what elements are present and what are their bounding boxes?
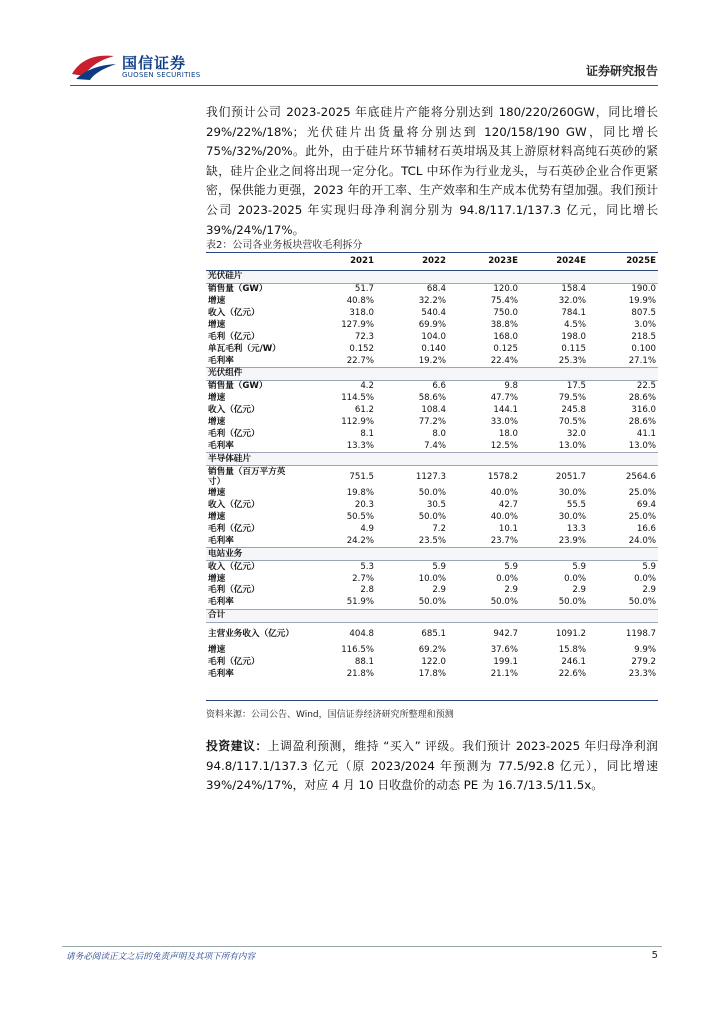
- row-label: 毛利率: [208, 597, 234, 608]
- table-header-row: [206, 253, 658, 271]
- table-cell: 22.6%: [558, 668, 586, 679]
- section-title: 电站业务: [206, 548, 658, 561]
- table-cell: 28.6%: [628, 393, 656, 404]
- table-cell: 70.5%: [558, 416, 586, 427]
- row-label: 增速: [208, 319, 226, 330]
- table-cell: 68.4: [426, 284, 446, 295]
- table-cell: 685.1: [421, 628, 446, 639]
- table-cell: 28.6%: [628, 416, 656, 427]
- table-cell: 50.0%: [628, 597, 656, 608]
- row-label: 销售量（GW）: [208, 284, 268, 295]
- table-cell: 942.7: [493, 628, 518, 639]
- logo-text-en: GUOSEN SECURITIES: [122, 71, 201, 79]
- table-row: [206, 561, 658, 573]
- column-header: 2021: [298, 253, 376, 271]
- table-cell: 2564.6: [625, 472, 656, 482]
- table-row: [206, 308, 658, 320]
- table-row: [206, 466, 658, 489]
- table-cell: 2.9: [504, 585, 518, 596]
- section-title: 合计: [206, 609, 658, 622]
- row-label: 增速: [208, 573, 226, 584]
- table-cell: 33.0%: [490, 416, 518, 427]
- table-title: 表2：公司各业务板块营收毛利拆分: [206, 240, 363, 251]
- table-section-row: [206, 368, 658, 381]
- table-body: [206, 271, 658, 681]
- table-section-row: [206, 548, 658, 561]
- table-cell: 168.0: [493, 331, 518, 342]
- table-row: [206, 573, 658, 585]
- table-cell: 2.9: [432, 585, 446, 596]
- row-label: 增速: [208, 416, 226, 427]
- table-cell: 32.0%: [558, 296, 586, 307]
- table-cell: 22.4%: [490, 355, 518, 366]
- table-cell: 316.0: [631, 405, 656, 416]
- table-cell: 0.125: [493, 343, 518, 354]
- guosen-logo-icon: [70, 52, 118, 82]
- column-header: 2023E: [448, 253, 520, 271]
- row-label: 毛利（亿元）: [208, 331, 260, 342]
- table-cell: 318.0: [349, 308, 374, 319]
- table-cell: 13.3%: [346, 440, 374, 451]
- table-cell: 5.9: [572, 561, 586, 572]
- table-cell: 2.9: [642, 585, 656, 596]
- table-cell: 69.4: [636, 500, 656, 511]
- column-header: [206, 253, 298, 271]
- table-cell: 23.9%: [558, 535, 586, 546]
- table-cell: 807.5: [631, 308, 656, 319]
- table-row: [206, 622, 658, 645]
- table-cell: 6.6: [432, 381, 446, 392]
- table-row: [206, 597, 658, 609]
- table-cell: 5.9: [504, 561, 518, 572]
- table-cell: 25.0%: [628, 512, 656, 523]
- row-label: 收入（亿元）: [208, 405, 260, 416]
- row-label: 增速: [208, 296, 226, 307]
- table-cell: 104.0: [421, 331, 446, 342]
- segment-table: [206, 253, 658, 680]
- table-cell: 40.0%: [490, 512, 518, 523]
- table-cell: 16.6: [636, 524, 656, 535]
- table-cell: 5.9: [642, 561, 656, 572]
- column-header: 2022: [376, 253, 448, 271]
- table-cell: 50.0%: [418, 488, 446, 499]
- table-cell: 246.1: [561, 656, 586, 667]
- table-cell: 199.1: [493, 656, 518, 667]
- header-divider: [70, 85, 658, 86]
- row-label: 增速: [208, 393, 226, 404]
- table-cell: 15.8%: [558, 645, 586, 656]
- table-cell: 0.115: [561, 343, 586, 354]
- table-cell: 24.0%: [628, 535, 656, 546]
- footer-disclaimer: 请务必阅读正文之后的免责声明及其项下所有内容: [66, 952, 256, 962]
- table-cell: 50.0%: [558, 597, 586, 608]
- table-cell: 30.5: [426, 500, 446, 511]
- table-cell: 79.5%: [558, 393, 586, 404]
- table-cell: 77.2%: [418, 416, 446, 427]
- table-cell: 112.9%: [341, 416, 374, 427]
- table-cell: 144.1: [493, 405, 518, 416]
- table-section-row: [206, 453, 658, 466]
- advice-text: 上调盈利预测，维持 “买入” 评级。我们预计 2023-2025 年归母净利润 94.8/117.1/137.3 亿元（原 2023/2024 年预测为 77.5/92.8 亿元），同比增速 39%/24%/17%，对应 4 月 10 日收盘价的动态 PE 为 16.7/13.5/11.5x。: [206, 739, 658, 793]
- logo: [70, 50, 210, 84]
- table-cell: 69.2%: [418, 645, 446, 656]
- table-cell: 40.8%: [346, 296, 374, 307]
- table-cell: 19.9%: [628, 296, 656, 307]
- table-cell: 24.2%: [346, 535, 374, 546]
- table-row: [206, 512, 658, 524]
- table-cell: 23.7%: [490, 535, 518, 546]
- table-cell: 32.2%: [418, 296, 446, 307]
- table-cell: 540.4: [421, 308, 446, 319]
- table-section-row: [206, 271, 658, 284]
- row-label: 收入（亿元）: [208, 500, 260, 511]
- table-cell: 2.7%: [352, 573, 374, 584]
- table-cell: 17.5: [566, 381, 586, 392]
- table-cell: 198.0: [561, 331, 586, 342]
- table-cell: 41.1: [636, 428, 656, 439]
- footer-divider: [62, 946, 662, 947]
- table-row: [206, 417, 658, 429]
- table-cell: 18.0: [498, 428, 518, 439]
- table-cell: 751.5: [349, 472, 374, 482]
- advice-lead: 投资建议：: [206, 739, 268, 753]
- table-cell: 51.7: [354, 284, 374, 295]
- report-type-label: 证券研究报告: [585, 64, 658, 78]
- table-cell: 116.5%: [341, 645, 374, 656]
- table-cell: 2051.7: [555, 472, 586, 482]
- table-cell: 9.9%: [634, 645, 656, 656]
- table-cell: 12.5%: [490, 440, 518, 451]
- table-row: [206, 657, 658, 669]
- table-cell: 19.8%: [346, 488, 374, 499]
- table-cell: 42.7: [498, 500, 518, 511]
- table-cell: 30.0%: [558, 488, 586, 499]
- table-cell: 21.1%: [490, 668, 518, 679]
- table-cell: 4.2: [360, 381, 374, 392]
- table-cell: 120.0: [493, 284, 518, 295]
- table-cell: 23.3%: [628, 668, 656, 679]
- table-cell: 17.8%: [418, 668, 446, 679]
- section-title: 半导体硅片: [206, 453, 658, 466]
- table-cell: 50.0%: [418, 512, 446, 523]
- table-row: [206, 645, 658, 657]
- section-title: 光伏硅片: [206, 271, 658, 284]
- table-cell: 75.4%: [490, 296, 518, 307]
- table-cell: 127.9%: [341, 319, 374, 330]
- table-row: [206, 343, 658, 355]
- table-row: [206, 393, 658, 405]
- table-cell: 8.0: [432, 428, 446, 439]
- table-cell: 50.0%: [418, 597, 446, 608]
- table-cell: 218.5: [631, 331, 656, 342]
- row-label: 收入（亿元）: [208, 561, 260, 572]
- row-label: 销售量（GW）: [208, 381, 268, 392]
- table-cell: 13.0%: [628, 440, 656, 451]
- table-row: [206, 320, 658, 332]
- table-cell: 19.2%: [418, 355, 446, 366]
- table-section-row: [206, 609, 658, 622]
- table-cell: 784.1: [561, 308, 586, 319]
- table-cell: 1091.2: [555, 628, 586, 639]
- table-cell: 2.9: [572, 585, 586, 596]
- table-cell: 7.2: [432, 524, 446, 535]
- table-cell: 38.8%: [490, 319, 518, 330]
- table-cell: 13.3: [566, 524, 586, 535]
- table-cell: 40.0%: [490, 488, 518, 499]
- table-row: [206, 283, 658, 295]
- row-label: 毛利（亿元）: [208, 585, 260, 596]
- row-label: 主营业务收入（亿元）: [208, 628, 294, 639]
- row-label: 增速: [208, 645, 226, 656]
- table-row: [206, 585, 658, 597]
- table-cell: 69.9%: [418, 319, 446, 330]
- table-cell: 9.8: [504, 381, 518, 392]
- table-cell: 0.152: [349, 343, 374, 354]
- table-cell: 3.0%: [634, 319, 656, 330]
- column-header: 2024E: [520, 253, 588, 271]
- logo-text-cn: 国信证券: [122, 54, 187, 72]
- table-cell: 30.0%: [558, 512, 586, 523]
- row-label: 毛利率: [208, 355, 234, 366]
- table-cell: 13.0%: [558, 440, 586, 451]
- table-cell: 1127.3: [415, 472, 446, 482]
- table-row: [206, 440, 658, 452]
- table-cell: 279.2: [631, 656, 656, 667]
- table-bottom-rule: [206, 700, 658, 701]
- table-cell: 22.7%: [346, 355, 374, 366]
- table-cell: 50.5%: [346, 512, 374, 523]
- row-label: 单瓦毛利（元/W）: [208, 343, 281, 354]
- row-label: 毛利率: [208, 668, 234, 679]
- table-cell: 20.3: [354, 500, 374, 511]
- table-cell: 190.0: [631, 284, 656, 295]
- row-label: 毛利率: [208, 535, 234, 546]
- table-cell: 32.0: [566, 428, 586, 439]
- table-cell: 0.0%: [634, 573, 656, 584]
- table-cell: 50.0%: [490, 597, 518, 608]
- table-row: [206, 331, 658, 343]
- table-cell: 1578.2: [487, 472, 518, 482]
- table-cell: 10.0%: [418, 573, 446, 584]
- table-cell: 25.3%: [558, 355, 586, 366]
- table-cell: 2.8: [360, 585, 374, 596]
- table-cell: 0.100: [631, 343, 656, 354]
- table-row: [206, 296, 658, 308]
- row-label: 收入（亿元）: [208, 308, 260, 319]
- table-cell: 0.0%: [496, 573, 518, 584]
- table-cell: 55.5: [566, 500, 586, 511]
- table-row: [206, 536, 658, 548]
- table-cell: 108.4: [421, 405, 446, 416]
- table-cell: 7.4%: [424, 440, 446, 451]
- table-cell: 51.9%: [346, 597, 374, 608]
- table-cell: 4.5%: [564, 319, 586, 330]
- table-cell: 1198.7: [625, 628, 656, 639]
- table-row: [206, 355, 658, 367]
- table-cell: 72.3: [354, 331, 374, 342]
- table-row: [206, 668, 658, 680]
- table-cell: 8.1: [360, 428, 374, 439]
- page-header: [70, 50, 658, 86]
- table-cell: 21.8%: [346, 668, 374, 679]
- table-cell: 47.7%: [490, 393, 518, 404]
- row-label: 增速: [208, 488, 226, 499]
- row-label: 毛利（亿元）: [208, 656, 260, 667]
- row-label: 毛利（亿元）: [208, 524, 260, 535]
- table-cell: 122.0: [421, 656, 446, 667]
- investment-advice-paragraph: [206, 737, 658, 796]
- row-label: 增速: [208, 512, 226, 523]
- table-cell: 61.2: [354, 405, 374, 416]
- table-cell: 158.4: [561, 284, 586, 295]
- table-cell: 0.140: [421, 343, 446, 354]
- table-cell: 404.8: [349, 628, 374, 639]
- column-header: 2025E: [588, 253, 658, 271]
- table-cell: 10.1: [498, 524, 518, 535]
- table-cell: 5.3: [360, 561, 374, 572]
- table-cell: 0.0%: [564, 573, 586, 584]
- table-cell: 5.9: [432, 561, 446, 572]
- table-source-note: 资料来源：公司公告、Wind，国信证券经济研究所整理和预测: [206, 710, 454, 720]
- table-cell: 4.9: [360, 524, 374, 535]
- table-cell: 750.0: [493, 308, 518, 319]
- table-cell: 27.1%: [628, 355, 656, 366]
- table-row: [206, 500, 658, 512]
- row-label: 毛利（亿元）: [208, 428, 260, 439]
- section-title: 光伏组件: [206, 368, 658, 381]
- table-cell: 114.5%: [341, 393, 374, 404]
- table-row: [206, 428, 658, 440]
- table-cell: 37.6%: [490, 645, 518, 656]
- table-cell: 88.1: [354, 656, 374, 667]
- row-label: 销售量（百万平方英寸）: [208, 467, 286, 487]
- forecast-paragraph: 我们预计公司 2023-2025 年底硅片产能将分别达到 180/220/260GW，同比增长 29%/22%/18%；光伏硅片出货量将分别达到 120/158/190 GW，同比增长 75%/32%/20%。此外，由于硅片环节辅材石英坩埚及其上游原材料高纯石英砂的紧缺，硅片企业之间将出现一定分化。TCL 中环作为行业龙头，与石英砂企业合作更紧密，保供能力更强，2023 年的开工率、生产效率和生产成本优势有望加强。我们预计公司 2023-2025 年实现归母净利润分别为 94.8/117.1/137.3 亿元，同比增长 39%/24%/17%。: [206, 105, 658, 237]
- table-cell: 58.6%: [418, 393, 446, 404]
- table-row: [206, 488, 658, 500]
- table-row: [206, 380, 658, 392]
- table-cell: 22.5: [636, 381, 656, 392]
- table-cell: 25.0%: [628, 488, 656, 499]
- table-row: [206, 524, 658, 536]
- table-cell: 23.5%: [418, 535, 446, 546]
- table-cell: 245.8: [561, 405, 586, 416]
- table-row: [206, 405, 658, 417]
- page-number: 5: [651, 950, 658, 961]
- row-label: 毛利率: [208, 440, 234, 451]
